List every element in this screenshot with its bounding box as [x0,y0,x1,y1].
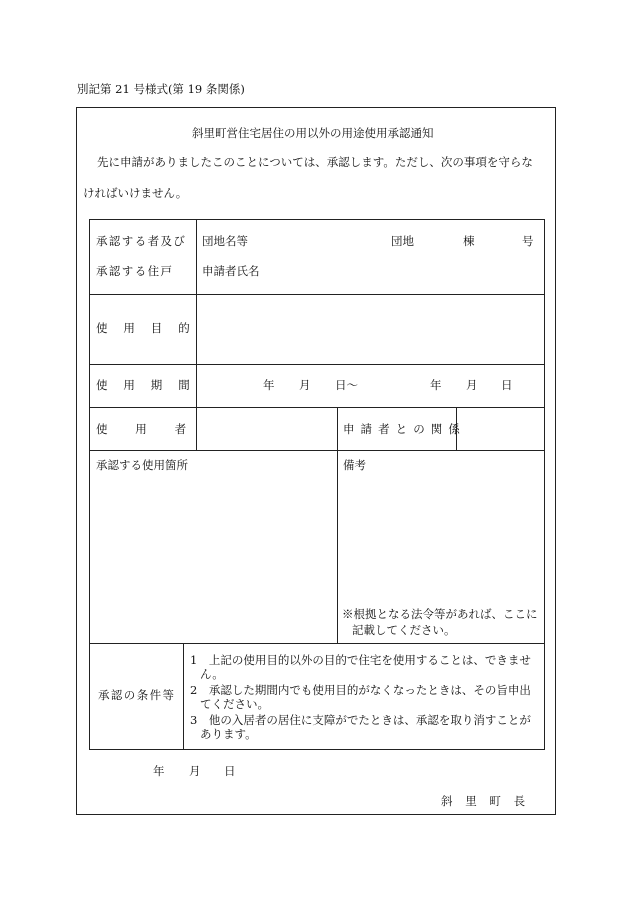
approval-table [89,219,545,750]
number-unit-label: 号 [522,234,534,248]
col-divider [183,643,184,750]
period-end-day: 日 [501,378,513,392]
row-divider [89,643,545,644]
remarks-note-line1: ※根拠となる法令等があれば、ここに [342,607,538,621]
period-start-month: 月 [299,378,311,392]
mayor-signature: 斜 里 町 長 [441,794,526,808]
danchi-name-label: 団地名等 [202,234,248,248]
document-title: 斜里町営住宅居住の用以外の用途使用承認通知 [192,126,434,140]
condition-1-line2: ん。 [200,667,224,681]
condition-3-line1: 3 他の入居者の居住に支障がでたときは、承認を取り消すことが [190,713,531,727]
usage-location-label: 承認する使用箇所 [96,458,188,472]
purpose-label: 使 用 目 的 [96,321,192,335]
period-end-month: 月 [466,378,478,392]
period-start-year: 年 [263,378,275,392]
intro-text-line2: ければいけません。 [83,186,188,200]
form-number-label: 別記第 21 号様式(第 19 条関係) [77,82,245,96]
period-end-year: 年 [430,378,442,392]
intro-text-line1: 先に申請がありましたこのことについては、承認します。ただし、次の事項を守らな [97,155,533,169]
row-divider [89,294,545,295]
row-divider [89,407,545,408]
user-label: 使 用 者 [96,422,188,436]
date-month: 月 [189,764,201,778]
condition-1-line1: 1 上記の使用目的以外の目的で住宅を使用することは、できませ [190,653,531,667]
conditions-label: 承認の条件等 [98,688,176,702]
remarks-label: 備考 [343,458,366,472]
condition-3-line2: あります。 [200,727,257,741]
period-start-day: 日〜 [335,378,358,392]
condition-2-line1: 2 承認した期間内でも使用目的がなくなったときは、その旨申出 [190,683,531,697]
relation-label: 申 請 者 と の 関 係 [343,422,462,436]
remarks-note-line2: 記載してください。 [352,623,456,637]
building-unit-label: 棟 [463,234,475,248]
col-divider [196,219,197,450]
applicant-name-label: 申請者氏名 [202,264,260,278]
row-divider [89,364,545,365]
approved-person-label: 承認する者及び [96,234,187,248]
date-day: 日 [224,764,236,778]
condition-2-line2: てください。 [200,697,269,711]
col-divider [337,407,338,643]
row-divider [89,450,545,451]
period-label: 使 用 期 間 [96,378,192,392]
approved-unit-label: 承認する住戸 [96,264,174,278]
danchi-unit-label: 団地 [391,234,414,248]
date-year: 年 [153,764,165,778]
